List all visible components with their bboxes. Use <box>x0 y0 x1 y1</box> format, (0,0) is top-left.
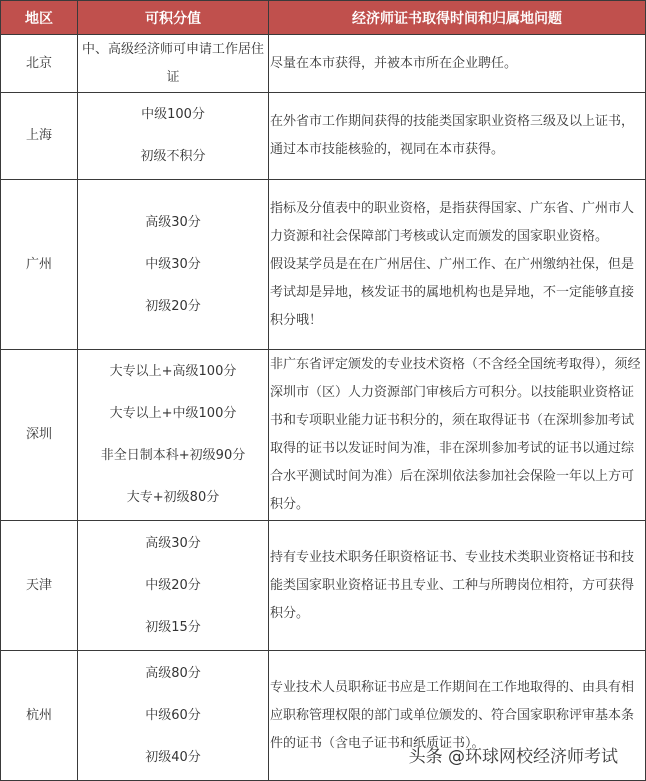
note-cell <box>269 350 646 521</box>
points-line: 初级40分 <box>145 749 201 765</box>
points-line: 中、高级经济师可申请工作居住证 <box>81 41 264 85</box>
header-region: 地区 <box>1 1 78 35</box>
points-cell <box>78 521 269 651</box>
points-cell <box>78 350 269 521</box>
note-paragraph: 专业技术人员职称证书应是工作期间在工作地取得的、由具有相应职称管理权限的部门或单位颁发的、符合国家职称评审基本条件的证书（含电子证书和纸质证书）。 <box>270 679 635 751</box>
header-note: 经济师证书取得时间和归属地问题 <box>269 1 646 35</box>
table-row <box>1 521 646 651</box>
points-line: 大专+初级80分 <box>126 490 220 505</box>
region-cell: 天津 <box>1 521 78 651</box>
points-line: 初级不积分 <box>140 149 206 164</box>
points-line: 非全日制本科+初级90分 <box>100 448 246 463</box>
region-cell: 广州 <box>1 180 78 350</box>
note-paragraph: 在外省市工作期间获得的技能类国家职业资格三级及以上证书，通过本市技能核验的，视同在本市获得。 <box>270 114 635 157</box>
points-line: 高级80分 <box>145 665 201 681</box>
region-cell: 杭州 <box>1 651 78 781</box>
note-paragraph: 持有专业技术职务任职资格证书、专业技术类职业资格证书和技能类国家职业资格证书且专业、工种与所聘岗位相符，方可获得积分。 <box>270 549 635 621</box>
points-cell <box>78 180 269 350</box>
table-row <box>1 180 646 350</box>
header-points: 可积分值 <box>78 1 269 35</box>
note-cell <box>269 93 646 180</box>
table-row <box>1 93 646 180</box>
note-paragraph: 指标及分值表中的职业资格，是指获得国家、广东省、广州市人力资源和社会保障部门考核或认定而颁发的国家职业资格。 <box>270 200 635 244</box>
note-cell <box>269 35 646 93</box>
points-line: 大专以上+中级100分 <box>109 406 237 421</box>
points-line: 中级100分 <box>141 107 205 122</box>
note-paragraph: 假设某学员是在在广州居住、广州工作、在广州缴纳社保，但是考试却是异地，核发证书的属地机构也是异地，不一定能够直接积分哦！ <box>270 256 635 328</box>
points-line: 高级30分 <box>145 535 201 551</box>
points-line: 中级60分 <box>145 707 201 723</box>
points-line: 中级20分 <box>145 577 201 593</box>
table-row <box>1 35 646 93</box>
note-cell <box>269 180 646 350</box>
region-cell: 上海 <box>1 93 78 180</box>
table-header-row <box>1 1 646 35</box>
region-cell: 深圳 <box>1 350 78 521</box>
points-line: 大专以上+高级100分 <box>109 364 237 379</box>
note-paragraph: 非广东省评定颁发的专业技术资格（不含经全国统考取得），须经深圳市（区）人力资源部门审核后方可积分。以技能职业资格证书和专项职业能力证书积分的，须在取得证书（在深圳参加考试取得的证书以发证时间为准，非在深圳参加考试的证书以通过综合水平测试时间为准）后在深圳依法参加社会保险一年以上方可积分。 <box>270 357 641 512</box>
watermark-text: 头条 @环球网校经济师考试 <box>408 747 618 767</box>
points-line: 高级30分 <box>145 214 201 230</box>
points-cell <box>78 93 269 180</box>
note-paragraph: 尽量在本市获得，并被本市所在企业聘任。 <box>270 55 518 71</box>
points-cell <box>78 651 269 781</box>
table-row <box>1 350 646 521</box>
points-line: 初级15分 <box>145 619 201 635</box>
points-line: 初级20分 <box>145 298 201 314</box>
region-cell: 北京 <box>1 35 78 93</box>
points-line: 中级30分 <box>145 256 201 272</box>
points-cell <box>78 35 269 93</box>
note-cell <box>269 521 646 651</box>
